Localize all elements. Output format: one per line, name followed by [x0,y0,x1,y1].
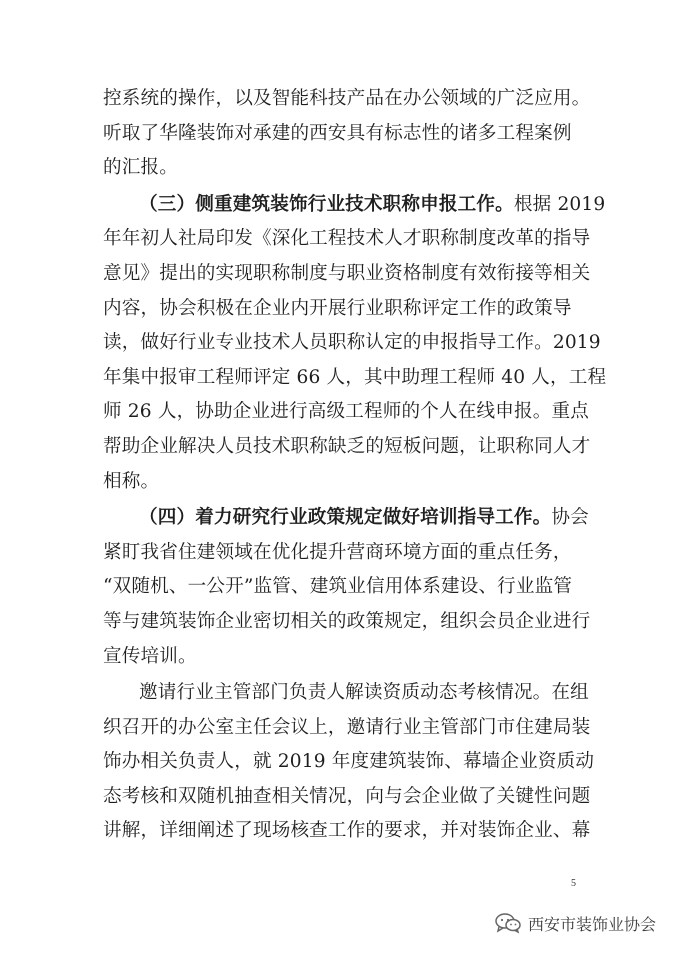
text-line: 听取了华隆装饰对承建的西安具有标志性的诸多工程案例 [103,122,572,144]
section-4-first-line [103,501,589,536]
text-line: 意见》提出的实现职称制度与职业资格制度有效衔接等相关 [103,262,591,284]
watermark-text: 西安市装饰业协会 [528,914,657,934]
text-line: 讲解，详细阐述了现场核查工作的要求，并对装饰企业、幕 [103,820,591,842]
text-line: “双随机、一公开”监管、建筑业信用体系建设、行业监管 [103,576,573,598]
text-line: 年集中报审工程师评定 66 人，其中助理工程师 40 人，工程 [103,366,607,388]
document-body [103,82,607,849]
text-line: 饰办相关负责人，就 2019 年度建筑装饰、幕墙企业资质动 [103,751,595,773]
paragraph-5-first-line [103,676,589,711]
watermark [494,910,656,936]
text-line: 年年初人社局印发《深化工程技术人才职称制度改革的指导 [103,228,591,250]
page-number: 5 [571,878,576,889]
wechat-icon [494,912,522,934]
text-line: 织召开的办公室主任会议上，邀请行业主管部门市住建局装 [103,716,591,738]
text-line: 的汇报。 [103,157,178,179]
text-line: 相称。 [103,470,160,492]
text-line: 宣传培训。 [103,645,197,667]
section-3-first-line-rest: 根据 2019 [513,193,606,215]
text-line: 控系统的操作，以及智能科技产品在办公领域的广泛应用。 [103,88,591,109]
section-4-first-line-rest: 协会 [551,507,589,529]
section-4-heading: （四）着力研究行业政策规定做好培训指导工作。 [139,507,552,529]
section-3-heading: （三）侧重建筑装饰行业技术职称申报工作。 [139,193,514,215]
text-line: 师 26 人，协助企业进行高级工程师的个人在线申报。重点 [103,401,589,423]
text-line: 帮助企业解决人员技术职称缺乏的短板问题，让职称同人才 [103,435,591,457]
text-line: 紧盯我省住建领域在优化提升营商环境方面的重点任务， [103,541,572,563]
section-3-first-line [103,188,606,223]
paragraph-5-first-line-text: 邀请行业主管部门负责人解读资质动态考核情况。在组 [139,682,589,704]
text-line: 等与建筑装饰企业密切相关的政策规定，组织会员企业进行 [103,610,591,632]
text-line: 读，做好行业专业技术人员职称认定的申报指导工作。2019 [103,332,601,354]
text-line: 态考核和双随机抽查相关情况，向与会企业做了关键性问题 [103,785,591,807]
text-line: 内容，协会积极在企业内开展行业职称评定工作的政策导 [103,297,572,319]
